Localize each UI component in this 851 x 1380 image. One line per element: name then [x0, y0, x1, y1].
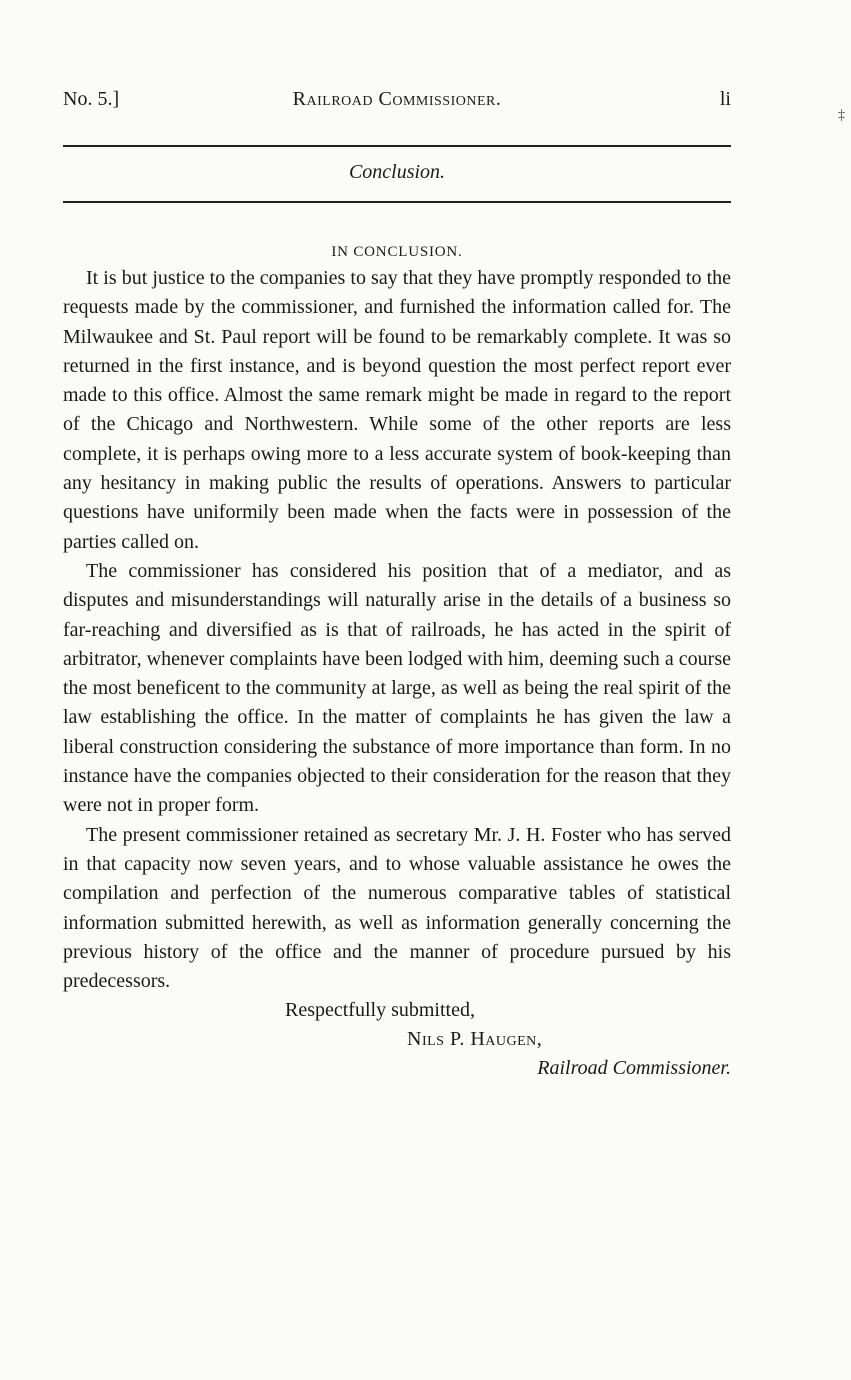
salutation: Respectfully submitted, — [285, 999, 475, 1022]
page-number: li — [719, 88, 731, 110]
document-number: No. 5.] — [63, 88, 120, 110]
paragraph: It is but justice to the companies to say that they have promptly responded to the requests made by the commissioner, and furnished the information called for. The Milwaukee and St. Paul report will be found to be remarkably complete. It was so returned in the first instance, and is beyond question the most perfect report ever made to this office. Almost the same remark might be made in regard to the report of the Chicago and Northwestern. While some of the other reports are less complete, it is perhaps owing more to a less accurate system of book-keeping than any hesitancy in making public the results of operations. Answers to particular questions have uniformily been made when the facts were in possession of the parties called on. — [63, 267, 731, 553]
signatory-title: Railroad Commissioner. — [537, 1057, 731, 1080]
sub-heading: IN CONCLUSION. — [331, 244, 463, 260]
margin-mark: ‡ — [838, 108, 845, 123]
paragraph: The present commissioner retained as secretary Mr. J. H. Foster who has served in that capacity now seven years, and to whose valuable assistance he owes the compilation and perfection of the numerous comparative tables of statistical information submitted herewith, as well as information generally concerning the previous history of the office and the manner of procedure pursued by his predecessors. — [63, 823, 731, 993]
running-head — [63, 88, 731, 120]
bottom-rule — [63, 201, 731, 203]
running-title: Railroad Commissioner. — [292, 88, 502, 110]
body-text — [63, 264, 731, 996]
paragraph: The commissioner has considered his position that of a mediator, and as disputes and misunderstandings will naturally arise in the details of a business so far-reaching and diversified as is that of railroads, he has acted in the spirit of arbitrator, whenever complaints have been lodged with him, deeming such a course the most beneficent to the community at large, as well as being the real spirit of the law establishing the office. In the matter of complaints he has given the law a liberal construction considering the substance of more importance than form. In no instance have the companies objected to their consideration for the reason that they were not in proper form. — [63, 559, 731, 817]
document-page — [63, 88, 731, 1096]
signatory-name: Nils P. Haugen, — [407, 1028, 543, 1051]
section-title: Conclusion. — [348, 161, 446, 183]
signature-block — [63, 996, 731, 1096]
